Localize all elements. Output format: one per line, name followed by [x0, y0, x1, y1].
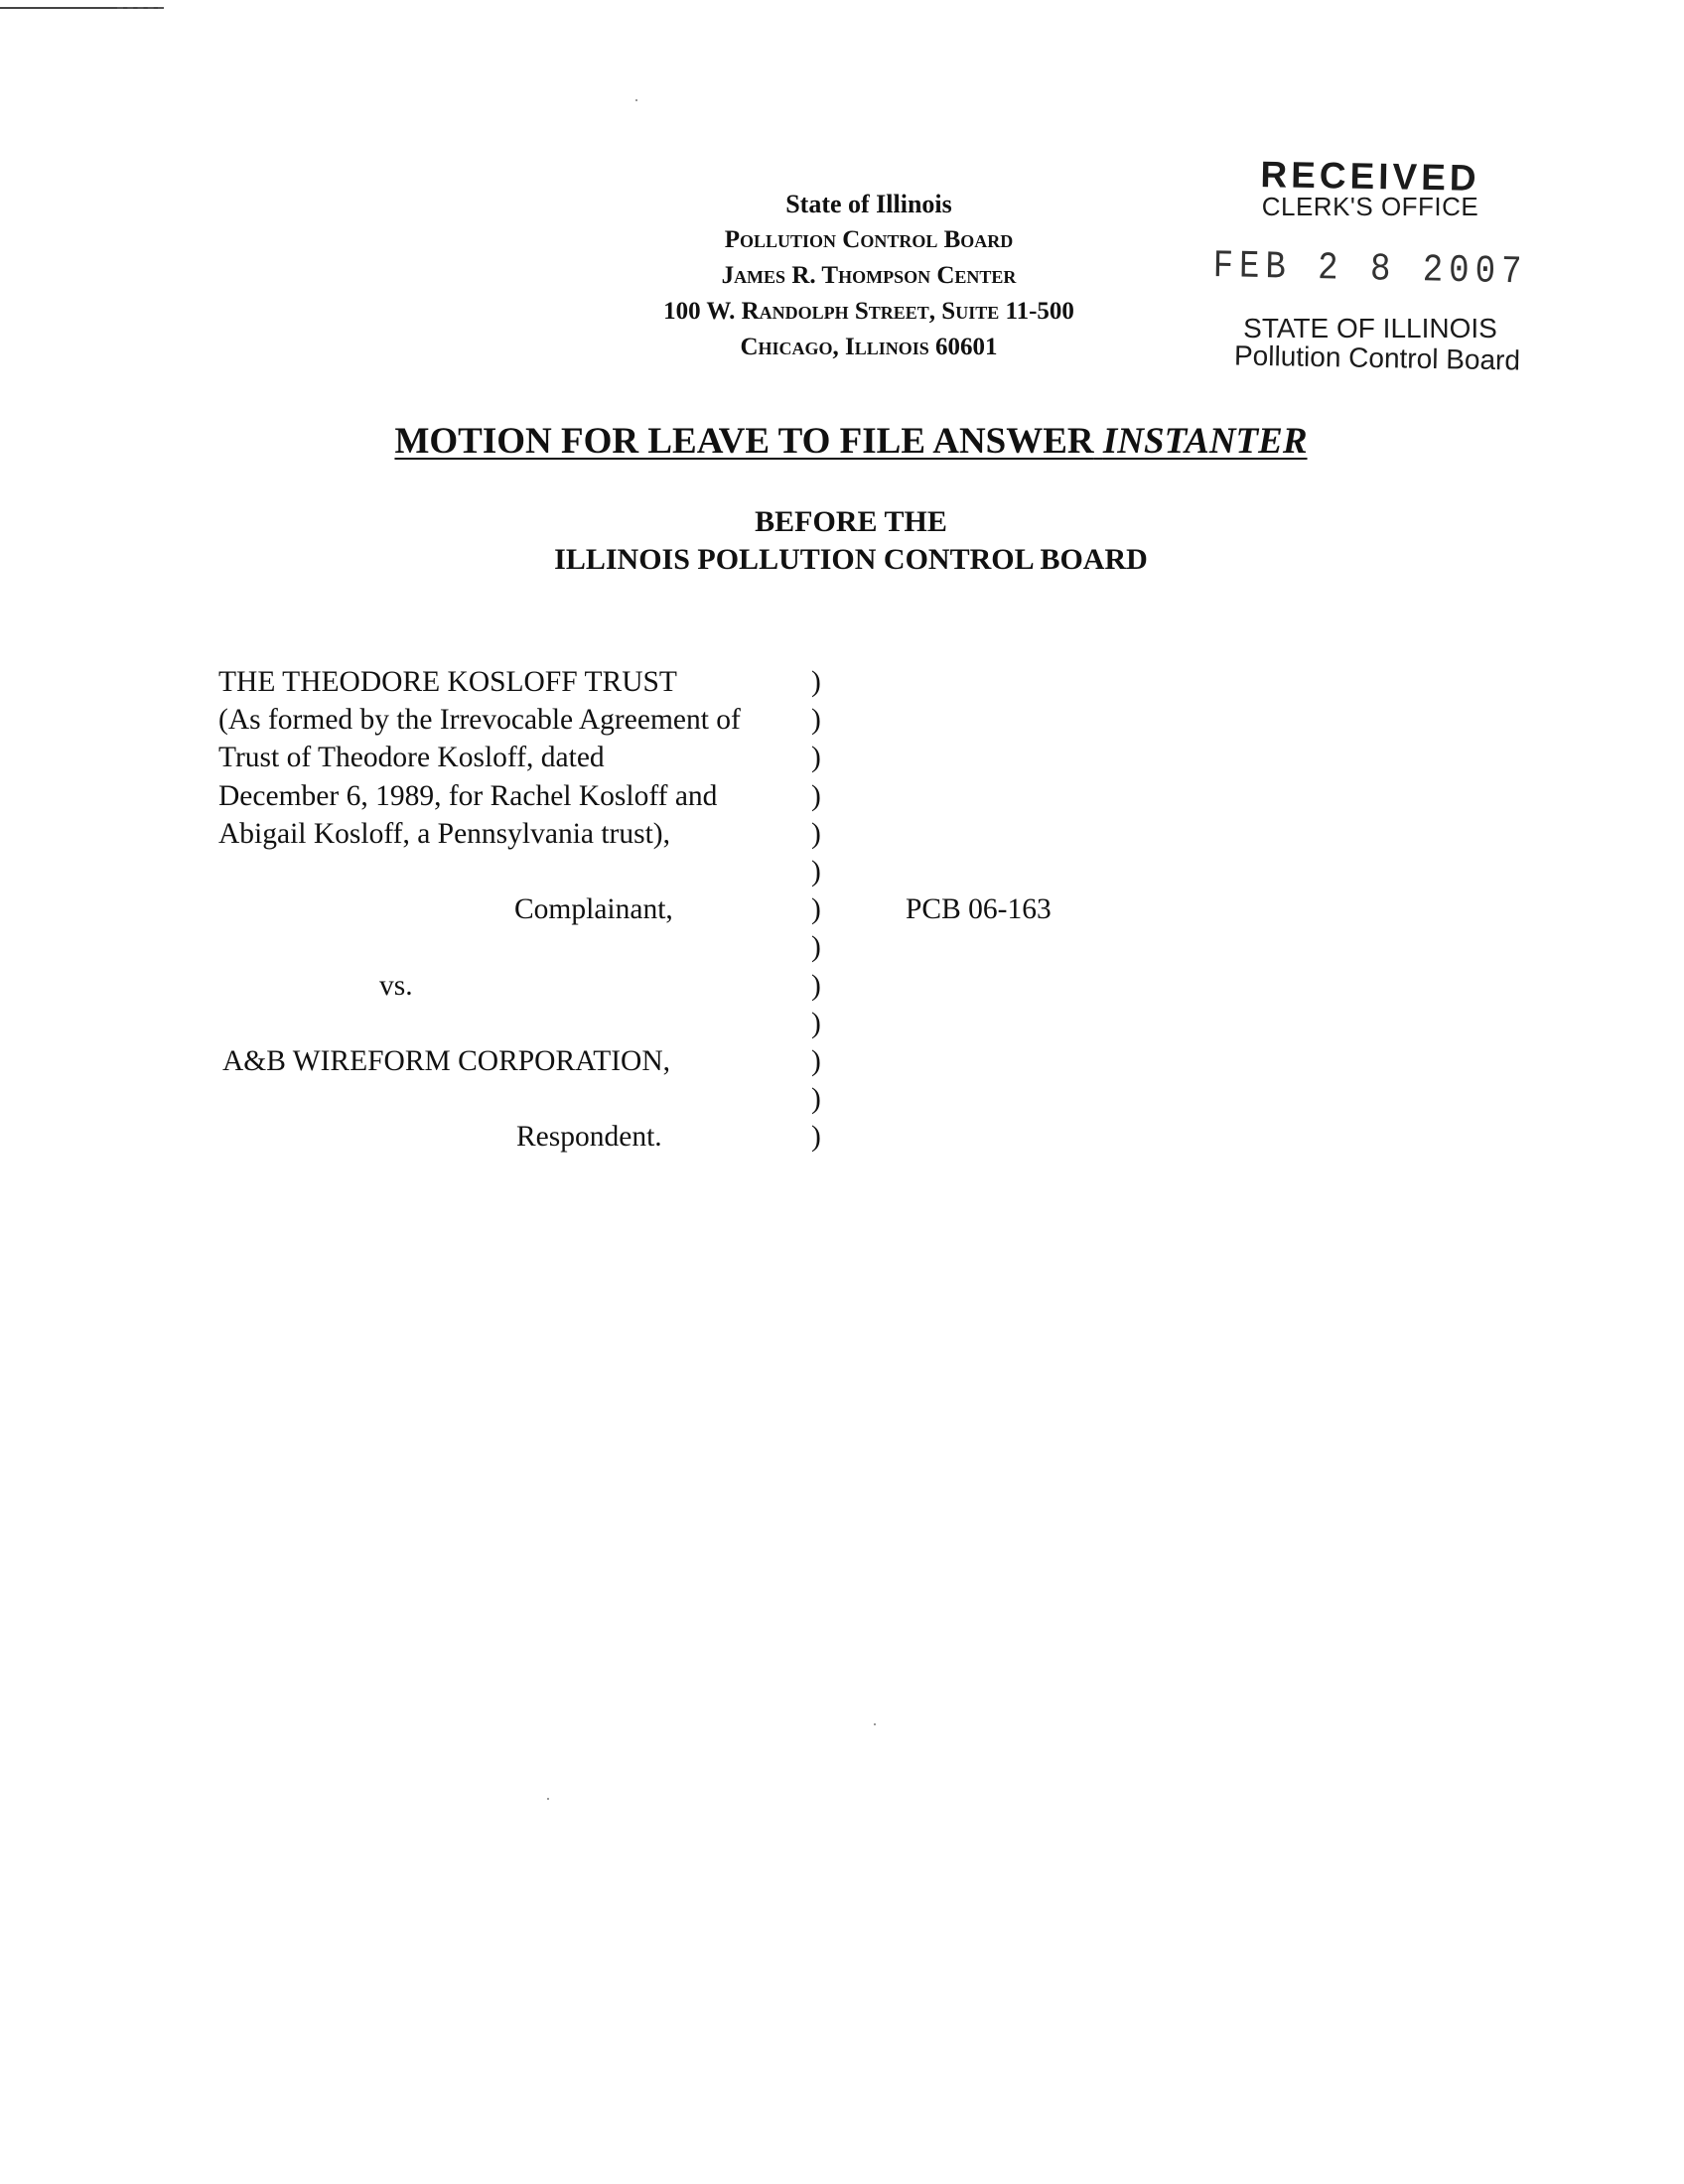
- received-stamp: [1206, 154, 1534, 376]
- scan-speck: [635, 99, 637, 101]
- motion-title-italic: INSTANTER: [1102, 421, 1308, 462]
- caption-paren: ): [811, 969, 821, 1002]
- respondent-label: Respondent.: [516, 1121, 662, 1154]
- caption-paren: ): [811, 1083, 821, 1116]
- complainant-name-line: (As formed by the Irrevocable Agreement of: [218, 704, 741, 737]
- motion-title: [0, 419, 1684, 465]
- before-heading: [0, 503, 1684, 579]
- caption-paren: ): [811, 704, 821, 737]
- caption-row: [218, 853, 854, 890]
- caption-row: [218, 928, 854, 966]
- complainant-name-line: Trust of Theodore Kosloff, dated: [218, 742, 605, 774]
- caption-paren: ): [811, 742, 821, 774]
- board-address-block: [556, 187, 1182, 365]
- versus-label: vs.: [379, 969, 413, 1002]
- board-name-line: Pollution Control Board: [724, 226, 1014, 253]
- caption-row: [218, 1118, 854, 1156]
- city-line: Chicago, Illinois 60601: [740, 334, 998, 360]
- before-line-2: ILLINOIS POLLUTION CONTROL BOARD: [554, 543, 1148, 576]
- caption-paren: ): [811, 666, 821, 698]
- stamp-received-text: RECEIVED: [1260, 154, 1480, 199]
- stamp-date: FEB 2 8 2007: [1212, 244, 1528, 296]
- caption-row: [218, 663, 854, 701]
- case-number: PCB 06-163: [906, 893, 1052, 925]
- street-address-line: 100 W. Randolph Street, Suite 11-500: [663, 298, 1074, 325]
- caption-row: [218, 777, 854, 815]
- stamp-clerk-office: CLERK'S OFFICE: [1261, 192, 1479, 221]
- caption-row: [218, 739, 854, 776]
- caption-paren: ): [811, 1007, 821, 1039]
- caption-paren: ): [811, 893, 821, 926]
- caption-row: [218, 967, 854, 1005]
- caption-row: [218, 1042, 854, 1080]
- center-name-line: James R. Thompson Center: [721, 262, 1017, 289]
- before-line-1: BEFORE THE: [755, 505, 947, 538]
- stamp-board: Pollution Control Board: [1233, 340, 1521, 376]
- complainant-name-line: Abigail Kosloff, a Pennsylvania trust),: [218, 817, 671, 850]
- case-caption: [218, 663, 854, 1156]
- scan-artifact-dash: [117, 7, 164, 9]
- caption-paren: ): [811, 817, 821, 850]
- caption-row: [218, 1080, 854, 1118]
- caption-paren: ): [811, 1121, 821, 1154]
- scan-speck: [547, 1798, 549, 1800]
- caption-row: [218, 1005, 854, 1042]
- state-line: State of Illinois: [785, 190, 952, 218]
- complainant-name-line: THE THEODORE KOSLOFF TRUST: [218, 666, 677, 698]
- complainant-name-line: December 6, 1989, for Rachel Kosloff and: [218, 779, 718, 812]
- respondent-name: A&B WIREFORM CORPORATION,: [222, 1044, 671, 1077]
- complainant-label: Complainant,: [514, 893, 673, 926]
- scan-speck: [874, 1723, 876, 1725]
- caption-paren: ): [811, 855, 821, 887]
- caption-paren: ): [811, 931, 821, 964]
- caption-paren: ): [811, 779, 821, 812]
- caption-paren: ): [811, 1044, 821, 1077]
- caption-row: [218, 701, 854, 739]
- stamp-state: STATE OF ILLINOIS: [1243, 313, 1497, 343]
- caption-row: [218, 890, 854, 928]
- caption-row: [218, 815, 854, 853]
- motion-title-main: MOTION FOR LEAVE TO FILE ANSWER: [394, 421, 1094, 462]
